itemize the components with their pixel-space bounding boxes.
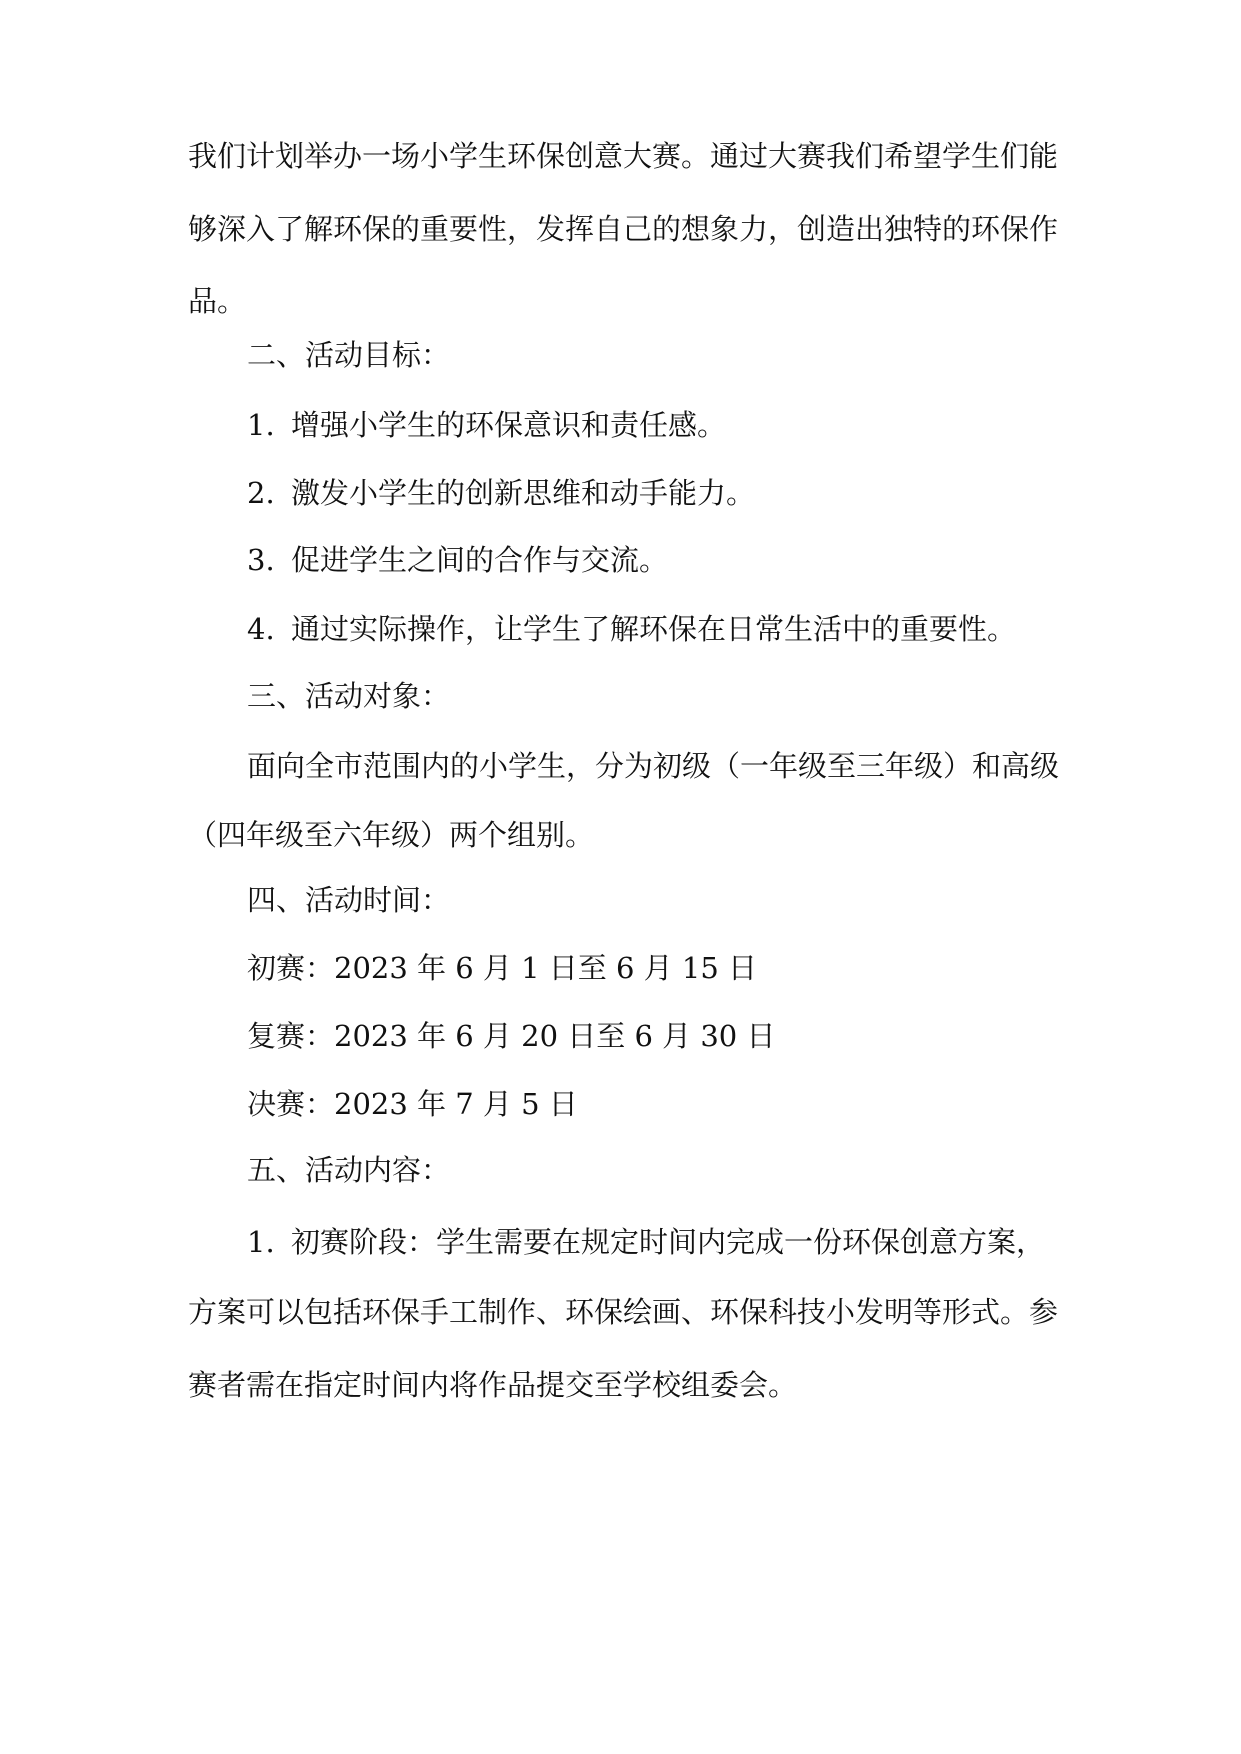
audience-line-2: （四年级至六年级）两个组别。 [188,818,595,852]
goal-item-2 [247,473,1127,513]
goal-item-1 [247,405,1127,445]
goal-item-text: 通过实际操作，让学生了解环保在日常生活中的重要性。 [291,612,1017,646]
time-preliminary: 初赛：2023 年 6 月 1 日至 6 月 15 日 [247,951,758,985]
content-item-1-line-1 [247,1222,1127,1262]
intro-line-3: 品。 [188,284,247,318]
section-heading-audience: 三、活动对象： [247,679,451,713]
content-item-1-line-2: 方案可以包括环保手工制作、环保绘画、环保科技小发明等形式。参 [188,1295,1059,1329]
content-item-text: 初赛阶段：学生需要在规定时间内完成一份环保创意方案， [291,1225,1046,1259]
section-heading-time: 四、活动时间： [247,883,451,917]
goal-item-number: 1. [247,408,275,442]
goal-item-text: 促进学生之间的合作与交流。 [291,543,669,577]
content-item-1-line-3: 赛者需在指定时间内将作品提交至学校组委会。 [188,1368,798,1402]
audience-line-1: 面向全市范围内的小学生，分为初级（一年级至三年级）和高级 [247,749,1060,783]
goal-item-number: 3. [247,543,275,577]
intro-line-2: 够深入了解环保的重要性，发挥自己的想象力，创造出独特的环保作 [188,212,1059,246]
goal-item-text: 增强小学生的环保意识和责任感。 [291,408,727,442]
intro-line-1: 我们计划举办一场小学生环保创意大赛。通过大赛我们希望学生们能 [188,139,1059,173]
time-semifinal: 复赛：2023 年 6 月 20 日至 6 月 30 日 [247,1019,776,1053]
goal-item-text: 激发小学生的创新思维和动手能力。 [291,476,756,510]
goal-item-4 [247,609,1127,649]
content-item-number: 1. [247,1225,275,1259]
time-final: 决赛：2023 年 7 月 5 日 [247,1087,578,1121]
goal-item-number: 2. [247,476,275,510]
goal-item-3 [247,540,1127,580]
goal-item-number: 4. [247,612,275,646]
section-heading-goals: 二、活动目标： [247,338,451,372]
section-heading-content: 五、活动内容： [247,1153,451,1187]
